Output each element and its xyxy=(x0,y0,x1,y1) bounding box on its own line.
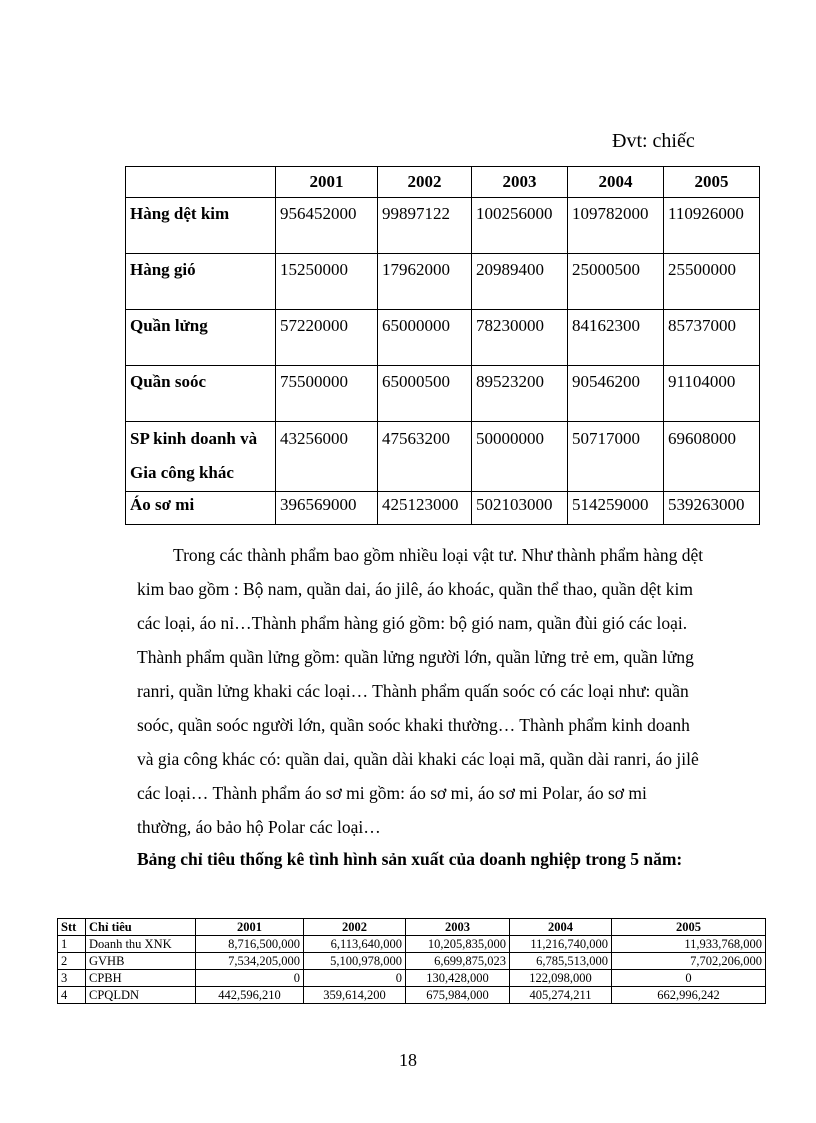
cell-value: 78230000 xyxy=(472,310,568,366)
table-header-row xyxy=(58,919,766,936)
cell-value: 405,274,211 xyxy=(510,987,612,1004)
cell-value: 15250000 xyxy=(276,254,378,310)
cell-indicator: CPQLDN xyxy=(86,987,196,1004)
cell-value: 100256000 xyxy=(472,198,568,254)
cell-stt: 1 xyxy=(58,936,86,953)
cell-indicator: Doanh thu XNK xyxy=(86,936,196,953)
body-paragraph xyxy=(137,538,739,844)
cell-stt: 4 xyxy=(58,987,86,1004)
cell-value: 65000500 xyxy=(378,366,472,422)
header-year: 2002 xyxy=(304,919,406,936)
table-row xyxy=(58,987,766,1004)
cell-value: 11,216,740,000 xyxy=(510,936,612,953)
row-label: Hàng gió xyxy=(126,254,276,310)
cell-value: 25000500 xyxy=(568,254,664,310)
row-label xyxy=(126,422,276,492)
cell-value: 7,702,206,000 xyxy=(612,953,766,970)
cell-stt: 2 xyxy=(58,953,86,970)
unit-label: Đvt: chiếc xyxy=(612,130,695,152)
row-label: Áo sơ mi xyxy=(126,492,276,525)
cell-value: 6,113,640,000 xyxy=(304,936,406,953)
cell-value: 122,098,000 xyxy=(510,970,612,987)
header-year: 2004 xyxy=(510,919,612,936)
cell-value: 57220000 xyxy=(276,310,378,366)
paragraph-line: các loại, áo nỉ…Thành phẩm hàng gió gồm: bộ gió nam, quần đùi gió các loại. xyxy=(137,613,688,633)
cell-value: 7,534,205,000 xyxy=(196,953,304,970)
cell-value: 502103000 xyxy=(472,492,568,525)
cell-value: 130,428,000 xyxy=(406,970,510,987)
cell-value: 110926000 xyxy=(664,198,760,254)
table-row xyxy=(126,366,760,422)
cell-value: 0 xyxy=(612,970,766,987)
paragraph-line: thường, áo bảo hộ Polar các loại… xyxy=(137,817,381,837)
table-row xyxy=(126,310,760,366)
section-heading: Bảng chỉ tiêu thống kê tình hình sản xuất của doanh nghiệp trong 5 năm: xyxy=(137,849,683,869)
cell-indicator: GVHB xyxy=(86,953,196,970)
cell-value: 109782000 xyxy=(568,198,664,254)
cell-value: 75500000 xyxy=(276,366,378,422)
cell-value: 65000000 xyxy=(378,310,472,366)
cell-value: 514259000 xyxy=(568,492,664,525)
table-row xyxy=(58,970,766,987)
cell-value: 0 xyxy=(196,970,304,987)
cell-value: 91104000 xyxy=(664,366,760,422)
cell-indicator: CPBH xyxy=(86,970,196,987)
cell-value: 442,596,210 xyxy=(196,987,304,1004)
cell-value: 10,205,835,000 xyxy=(406,936,510,953)
table-row xyxy=(126,198,760,254)
cell-value: 89523200 xyxy=(472,366,568,422)
paragraph-line: kim bao gồm : Bộ nam, quần dai, áo jilê, áo khoác, quần thể thao, quần dệt kim xyxy=(137,579,693,599)
table-row xyxy=(58,953,766,970)
page-number: 18 xyxy=(399,1050,417,1070)
header-year: 2003 xyxy=(472,167,568,198)
cell-value: 43256000 xyxy=(276,422,378,492)
table-row xyxy=(58,936,766,953)
cell-value: 539263000 xyxy=(664,492,760,525)
paragraph-line: Thành phẩm quần lửng gồm: quần lửng người lớn, quần lửng trẻ em, quần lửng xyxy=(137,647,694,667)
row-label: Quần soóc xyxy=(126,366,276,422)
cell-value: 50717000 xyxy=(568,422,664,492)
cell-value: 6,699,875,023 xyxy=(406,953,510,970)
cell-value: 20989400 xyxy=(472,254,568,310)
row-label-line: Gia công khác xyxy=(130,463,234,482)
cell-value: 25500000 xyxy=(664,254,760,310)
header-year: 2005 xyxy=(612,919,766,936)
cell-value: 17962000 xyxy=(378,254,472,310)
header-indicator: Chỉ tiêu xyxy=(86,919,196,936)
production-table xyxy=(125,166,760,525)
cell-value: 425123000 xyxy=(378,492,472,525)
cell-value: 6,785,513,000 xyxy=(510,953,612,970)
cell-value: 50000000 xyxy=(472,422,568,492)
header-year: 2005 xyxy=(664,167,760,198)
header-stt: Stt xyxy=(58,919,86,936)
paragraph-line: ranri, quần lửng khaki các loại… Thành phẩm quấn soóc có các loại như: quần xyxy=(137,681,689,701)
table-header-row xyxy=(126,167,760,198)
header-blank xyxy=(126,167,276,198)
cell-value: 0 xyxy=(304,970,406,987)
cell-value: 359,614,200 xyxy=(304,987,406,1004)
paragraph-line: Trong các thành phẩm bao gồm nhiều loại vật tư. Như thành phẩm hàng dệt xyxy=(173,545,704,565)
cell-value: 11,933,768,000 xyxy=(612,936,766,953)
cell-value: 90546200 xyxy=(568,366,664,422)
header-year: 2001 xyxy=(196,919,304,936)
cell-value: 8,716,500,000 xyxy=(196,936,304,953)
cell-value: 85737000 xyxy=(664,310,760,366)
row-label-line: SP kinh doanh và xyxy=(130,429,258,448)
header-year: 2004 xyxy=(568,167,664,198)
cell-value: 5,100,978,000 xyxy=(304,953,406,970)
cell-value: 47563200 xyxy=(378,422,472,492)
cell-value: 662,996,242 xyxy=(612,987,766,1004)
paragraph-line: soóc, quần soóc người lớn, quần soóc khaki thường… Thành phẩm kinh doanh xyxy=(137,715,690,735)
header-year: 2003 xyxy=(406,919,510,936)
table-row xyxy=(126,422,760,492)
row-label: Hàng dệt kim xyxy=(126,198,276,254)
row-label: Quần lửng xyxy=(126,310,276,366)
statistics-table xyxy=(57,918,766,1004)
cell-value: 675,984,000 xyxy=(406,987,510,1004)
paragraph-line: các loại… Thành phẩm áo sơ mi gồm: áo sơ mi, áo sơ mi Polar, áo sơ mi xyxy=(137,783,647,803)
table-row xyxy=(126,254,760,310)
cell-value: 396569000 xyxy=(276,492,378,525)
header-year: 2001 xyxy=(276,167,378,198)
cell-value: 956452000 xyxy=(276,198,378,254)
cell-value: 69608000 xyxy=(664,422,760,492)
cell-stt: 3 xyxy=(58,970,86,987)
cell-value: 84162300 xyxy=(568,310,664,366)
paragraph-line: và gia công khác có: quần dai, quần dài khaki các loại mã, quần dài ranri, áo jilê xyxy=(137,749,699,769)
header-year: 2002 xyxy=(378,167,472,198)
table-row xyxy=(126,492,760,525)
cell-value: 99897122 xyxy=(378,198,472,254)
